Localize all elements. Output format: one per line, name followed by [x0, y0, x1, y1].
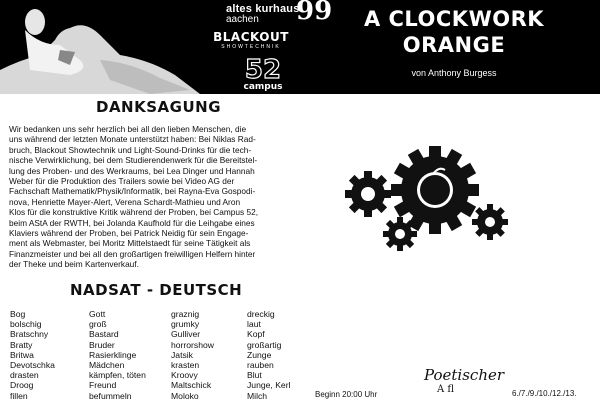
deutsch-word: Rasierklinge — [89, 349, 137, 360]
deutsch-word: Junge, Kerl — [247, 380, 291, 391]
large-gear-icon — [391, 146, 479, 234]
danksagung-text — [9, 124, 299, 270]
performance-dates: 6./7./9./10./12./13. — [512, 389, 577, 398]
blackout-name: BLACKOUT — [213, 30, 289, 44]
nadsat-word: horrorshow — [171, 339, 214, 350]
deutsch-column-2 — [247, 309, 290, 401]
deutsch-word: Blut — [247, 370, 262, 381]
nadsat-column-1 — [10, 309, 55, 401]
blackout-sub: SHOWTECHNIK — [221, 44, 281, 50]
poetischer-logo-sub: A fl — [437, 384, 455, 395]
danksagung-line: Klos für die konstruktive Kritik während der Proben, bei Campus 52, — [9, 207, 259, 218]
small-gear-left-icon — [345, 171, 391, 217]
deutsch-word: dreckig — [247, 309, 275, 319]
deutsch-word: Mädchen — [89, 360, 125, 371]
nadsat-word: bolschig — [10, 319, 42, 330]
nadsat-word: Droog — [10, 380, 34, 391]
nadsat-column-2 — [171, 309, 214, 401]
nadsat-word: drasten — [10, 370, 39, 381]
kurhaus-logo — [226, 3, 300, 25]
nadsat-heading: NADSAT - DEUTSCH — [70, 281, 243, 299]
poetischer-logo: Poetischer — [424, 366, 505, 384]
svg-text:52: 52 — [244, 55, 282, 85]
danksagung-line: beim AStA der RWTH, bei Jolanda Kaufhold für die Leihgabe eines — [9, 217, 255, 228]
nadsat-word: Jatsik — [171, 349, 193, 360]
nadsat-word: graznig — [171, 309, 200, 319]
deutsch-column-1 — [89, 309, 146, 401]
start-time: Beginn 20:00 Uhr — [315, 390, 378, 399]
kurhaus-name: altes kurhaus — [226, 3, 300, 15]
deutsch-word: kämpfen, töten — [89, 370, 146, 381]
svg-text:campus: campus — [243, 82, 283, 92]
nadsat-word: Kroovy — [171, 370, 198, 381]
header-banner — [0, 0, 600, 94]
danksagung-line: Finanzmeister und bei all den großartigen freiwilligen Helfern hinter — [9, 248, 256, 259]
deutsch-word: Freund — [89, 380, 117, 391]
deutsch-word: groß — [89, 319, 107, 330]
deutsch-word: Kopf — [247, 329, 265, 340]
nadsat-word: Bratty — [10, 339, 33, 350]
play-title-line1: A CLOCKWORK — [363, 7, 545, 31]
kurhaus-city: aachen — [226, 14, 259, 25]
danksagung-line: Wir bedanken uns sehr herzlich bei all den lieben Menschen, die — [9, 124, 247, 134]
play-title — [344, 6, 564, 58]
deutsch-word: Gott — [89, 309, 106, 319]
danksagung-line: bruch, Blackout Showtechnik und Light-Sound-Drinks für die tech- — [9, 144, 252, 155]
deutsch-word: Bruder — [89, 339, 115, 350]
deutsch-word: Bastard — [89, 329, 119, 340]
nadsat-word: Bratschny — [10, 329, 49, 340]
blackout-logo — [211, 30, 291, 50]
danksagung-line: uns während der letzten Monate unterstützt haben: Bei Niklas Rad- — [9, 134, 256, 145]
deutsch-word: Milch — [247, 390, 268, 401]
small-gear-bottom-icon — [383, 217, 417, 251]
deutsch-word: laut — [247, 319, 261, 330]
clockwork-gears-graphic — [330, 132, 510, 252]
nadsat-word: Moloko — [171, 390, 199, 401]
danksagung-line: Weber für die Produktion des Trailers sowie bei Video AG der — [9, 176, 235, 187]
nadsat-word: Bog — [10, 309, 26, 319]
nadsat-word: grumky — [171, 319, 200, 330]
danksagung-heading: DANKSAGUNG — [96, 98, 222, 116]
nadsat-word: Gulliver — [171, 329, 201, 340]
deutsch-word: großartig — [247, 339, 282, 350]
deutsch-word: befummeln — [89, 390, 132, 401]
nadsat-word: krasten — [171, 360, 200, 371]
danksagung-line: lung des Proben- und des Werkraums, bei Lea Dinger und Hannah — [9, 165, 255, 176]
play-title-line2: ORANGE — [402, 33, 506, 57]
nadsat-word: Maltschick — [171, 380, 212, 391]
danksagung-line: Fachschaft Mathematik/Physik/Informatik, bei Rayna-Eva Gospodi- — [9, 186, 256, 197]
nadsat-word: Britwa — [10, 349, 34, 360]
deutsch-word: rauben — [247, 360, 274, 371]
play-author: von Anthony Burgess — [411, 68, 497, 78]
danksagung-line: nische Verwirklichung, bei dem Studierendenwerk für die Bereitstel- — [9, 155, 258, 166]
danksagung-line: nova, Henriette Mayer-Alert, Verena Schardt-Mathieu und Aron — [9, 196, 241, 207]
nadsat-word: Devotschka — [10, 360, 55, 371]
danksagung-line: ment als Webmaster, bei Moritz Mittelstaedt für seine Tätigkeit als — [9, 238, 251, 249]
deutsch-word: Zunge — [247, 349, 272, 360]
small-gear-right-icon — [472, 204, 508, 240]
danksagung-line: Klaviers während der Proben, bei Patrick Neidig für sein Engage- — [9, 228, 249, 239]
danksagung-line: der Theke und beim Kartenverkauf. — [9, 259, 139, 270]
kurhaus-mark: 99 — [296, 0, 333, 26]
campus-52-logo — [243, 54, 283, 92]
nadsat-word: fillen — [10, 390, 28, 401]
actor-photo — [0, 0, 200, 94]
